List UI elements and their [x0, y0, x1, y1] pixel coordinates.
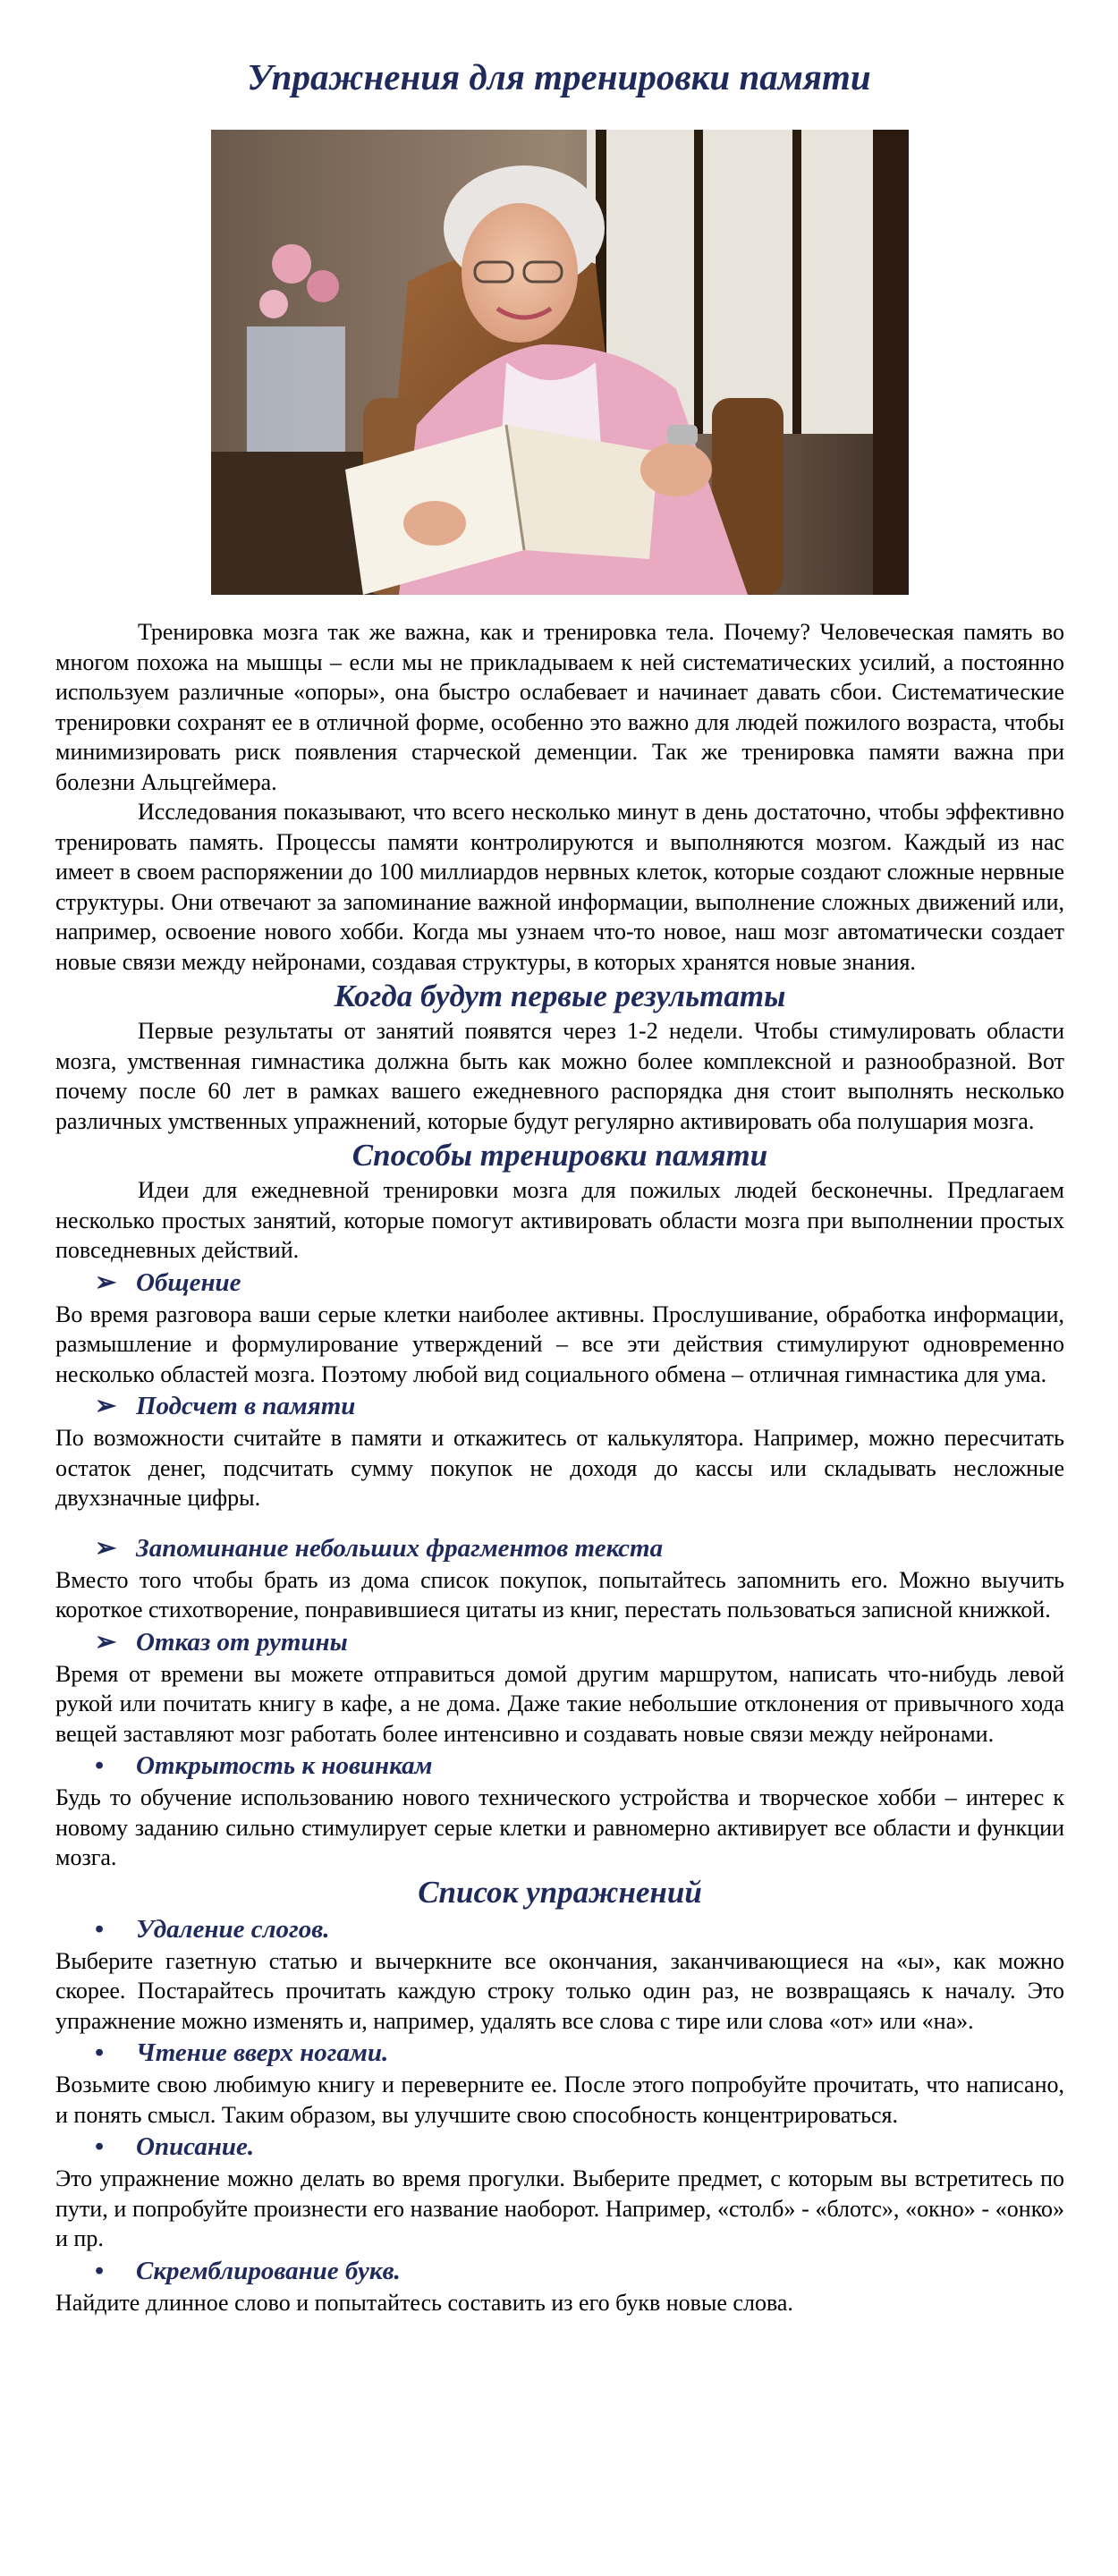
dot-bullet-icon: •	[95, 1914, 105, 1944]
dot-bullet-icon: •	[95, 2132, 105, 2161]
exercise-paragraph: Выберите газетную статью и вычеркните все окончания, заканчивающиеся на «ы», как можно скорее. Постарайтесь прочитать каждую строку только один раз, не возвращаясь к началу. Это упражнение можно изменять и, например, удалять все слова с тире или слова «от» или «на».	[55, 1947, 1064, 2034]
section-heading-exercises: Список упражнений	[418, 1874, 702, 1910]
method-paragraph: Вместо того чтобы брать из дома список покупок, попытайтесь запомнить его. Можно выучить короткое стихотворение, понравившиеся цитаты из книг, перестать пользоваться записной книжкой.	[55, 1566, 1064, 1623]
exercise-paragraph: Это упражнение можно делать во время прогулки. Выберите предмет, с которым вы встретитесь по пути, и попробуйте произнести его название наоборот. Например, «столб» - «блотс», «окно» - «онко» и пр.	[55, 2165, 1064, 2251]
method-paragraph: Время от времени вы можете отправиться домой другим маршрутом, написать что-нибудь левой рукой или почитать книгу в кафе, а не дома. Даже такие небольшие отклонения от привычного хода вещей заставляют мозг работать более интенсивно и создавать новые связи между нейронами.	[55, 1660, 1064, 1747]
arrow-bullet-icon: ➢	[95, 1392, 117, 1420]
exercise-paragraph: Возьмите свою любимую книгу и переверните ее. После этого попробуйте прочитать, что написано, и понять смысл. Таким образом, вы улучшите свою способность концентрироваться.	[55, 2072, 1064, 2128]
method-heading: • Открытость к новинкам	[55, 1749, 1064, 1783]
dot-bullet-icon: •	[95, 1751, 105, 1780]
exercise-paragraph: Найдите длинное слово и попытайтесь составить из его букв новые слова.	[55, 2289, 793, 2316]
exercise-heading: • Удаление слогов.	[55, 1912, 1064, 1946]
dot-bullet-icon: •	[95, 2038, 105, 2067]
arrow-bullet-icon: ➢	[95, 1533, 117, 1563]
section-heading-methods: Способы тренировки памяти	[351, 1138, 768, 1173]
exercise-heading: • Чтение вверх ногами.	[55, 2036, 1064, 2070]
method-heading: ➢ Запоминание небольших фрагментов текста	[55, 1531, 1064, 1565]
method-heading: ➢ Подсчет в памяти	[55, 1389, 1064, 1423]
arrow-bullet-icon: ➢	[95, 1267, 117, 1297]
method-paragraph: Во время разговора ваши серые клетки наиболее активны. Прослушивание, обработка информации, размышление и формулирование утверждений – все эти действия стимулируют одновременно несколько областей мозга. Поэтому любой вид социального обмена – отличная гимнастика для ума.	[55, 1301, 1064, 1387]
method-heading: ➢ Отказ от рутины	[55, 1625, 1064, 1659]
article-body	[55, 617, 1064, 2318]
dot-bullet-icon: •	[95, 2256, 105, 2285]
results-paragraph: Первые результаты от занятий появятся через 1-2 недели. Чтобы стимулировать области мозга, умственная гимнастика должна быть как можно более комплексной и разнообразной. Вот почему после 60 лет в рамках вашего ежедневного распорядка дня стоит выполнять несколько различных умственных упражнений, которые будут регулярно активировать оба полушария мозга.	[55, 1018, 1064, 1134]
method-heading: ➢ Общение	[55, 1266, 1064, 1300]
arrow-bullet-icon: ➢	[95, 1627, 117, 1657]
exercise-heading: • Скремблирование букв.	[55, 2254, 1064, 2288]
methods-intro-paragraph: Идеи для ежедневной тренировки мозга для пожилых людей бесконечны. Предлагаем несколько простых занятий, которые помогут активировать области мозга при выполнении простых повседневных действий.	[55, 1177, 1064, 1263]
intro-paragraph: Тренировка мозга так же важна, как и тренировка тела. Почему? Человеческая память во многом похожа на мышцы – если мы не прикладываем к ней систематических усилий, а постоянно используем различные «опоры», она быстро ослабевает и начинает давать сбои. Систематические тренировки сохранят ее в отличной форме, особенно это важно для людей пожилого возраста, чтобы минимизировать риск появления старческой деменции. Так же тренировка памяти важна при болезни Альцгеймера.	[55, 619, 1064, 795]
section-heading-results: Когда будут первые результаты	[334, 979, 786, 1013]
intro-paragraph: Исследования показывают, что всего несколько минут в день достаточно, чтобы эффективно тренировать память. Процессы памяти контролируются и выполняются мозгом. Каждый из нас имеет в своем распоряжении до 100 миллиардов нервных клеток, которые создают сложные нервные структуры. Они отвечают за запоминание важной информации, выполнение сложных движений или, например, освоение нового хобби. Когда мы узнаем что-то новое, наш мозг автоматически создает новые связи между нейронами, создавая структуры, в которых хранятся новые знания.	[55, 799, 1064, 975]
elderly-woman-reading-photo	[211, 130, 909, 595]
method-paragraph: Будь то обучение использованию нового технического устройства и творческое хобби – интерес к новому заданию сильно стимулирует серые клетки и равномерно активирует все области и функции мозга.	[55, 1784, 1064, 1870]
method-paragraph: По возможности считайте в памяти и откажитесь от калькулятора. Например, можно пересчитать остаток денег, подсчитать сумму покупок не доходя до кассы или складывать несложные двухзначные цифры.	[55, 1425, 1064, 1511]
exercise-heading: • Описание.	[55, 2130, 1064, 2164]
page-title: Упражнения для тренировки памяти	[247, 56, 871, 97]
